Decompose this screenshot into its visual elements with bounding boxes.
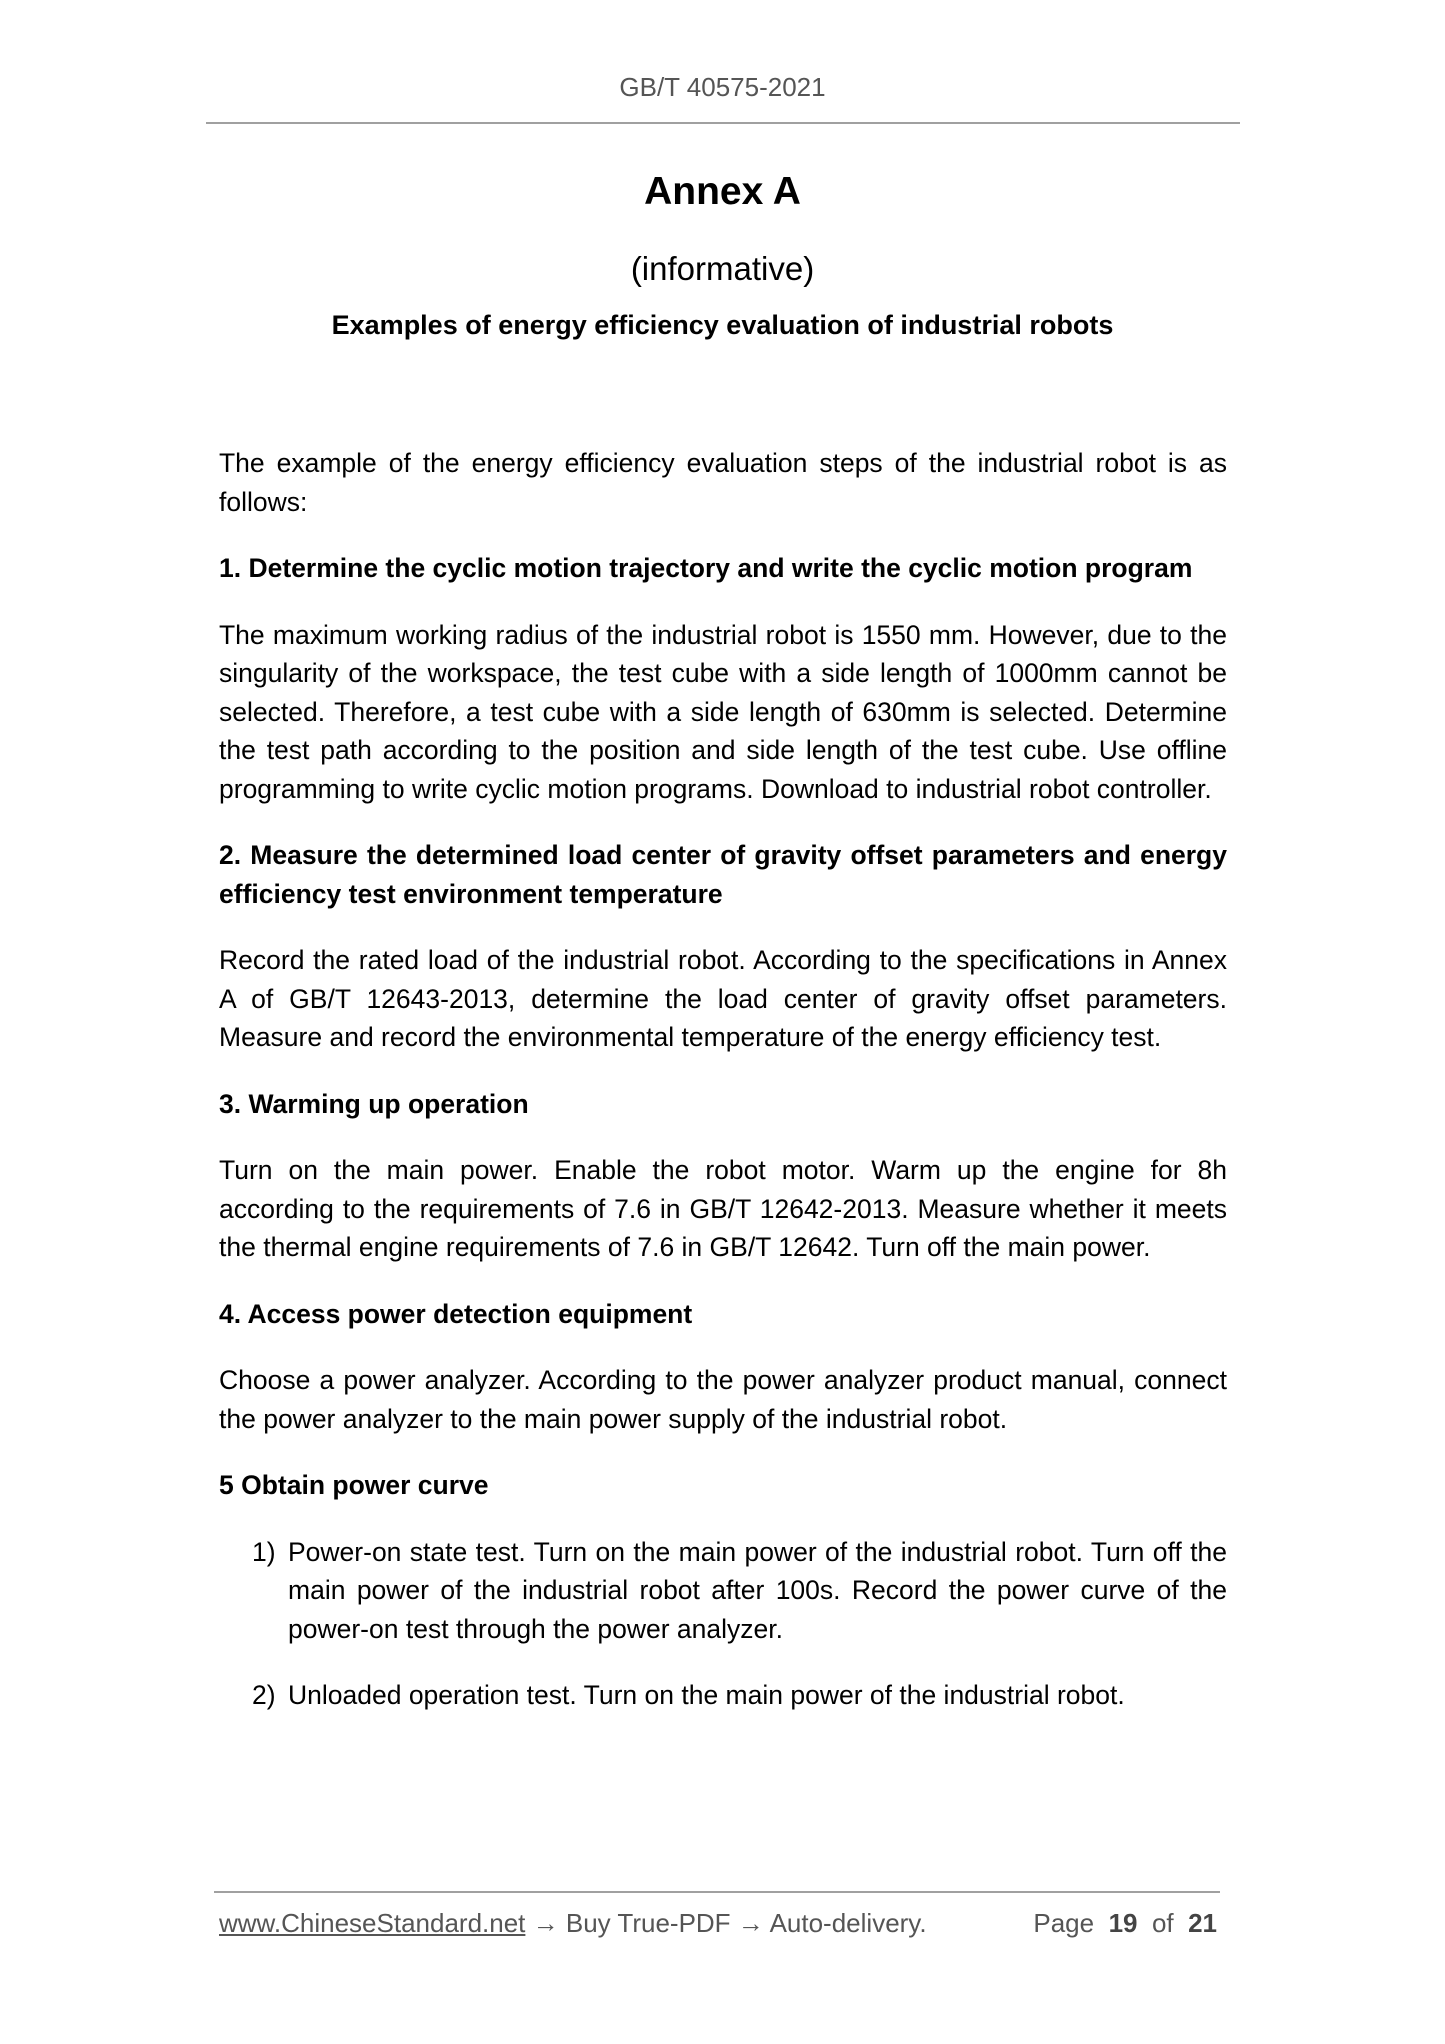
- list-item: [219, 1533, 1227, 1649]
- footer-divider: [214, 1891, 1220, 1893]
- section-4-heading: 4. Access power detection equipment: [219, 1298, 693, 1329]
- section-5-heading: 5 Obtain power curve: [219, 1470, 489, 1500]
- of-label: of: [1151, 1908, 1174, 1938]
- list-item-number: 2): [252, 1680, 276, 1710]
- list-item-number: 1): [252, 1536, 276, 1567]
- website-link[interactable]: www.ChineseStandard.net: [219, 1908, 526, 1938]
- annex-type: (informative): [630, 250, 815, 287]
- footer-promo: [219, 1908, 927, 1939]
- page-footer: [219, 1908, 1223, 1939]
- annex-title: Annex A: [644, 170, 801, 213]
- page-label: Page: [1033, 1908, 1095, 1938]
- list-item: [219, 1676, 1227, 1715]
- list-item-text: Power-on state test. Turn on the main power of the industrial robot. Turn off the main power of the industrial robot after 100s. Record the power curve of the power-on test through the power analyzer.: [288, 1536, 1227, 1644]
- section-1-heading: 1. Determine the cyclic motion trajectory and write the cyclic motion program: [219, 553, 1193, 583]
- page-indicator: [1033, 1908, 1223, 1939]
- section-3-heading: 3. Warming up operation: [219, 1088, 529, 1119]
- section-2-body: Record the rated load of the industrial robot. According to the specifications in Annex A of GB/T 12643-2013, determine the load center of gravity offset parameters. Measure and record the environmental temperature of the energy efficiency test.: [219, 945, 1227, 1052]
- current-page-number: 19: [1108, 1908, 1138, 1938]
- document-body: [219, 444, 1227, 1715]
- section-2-heading: 2. Measure the determined load center of gravity offset parameters and energy efficiency test environment temperature: [219, 840, 1227, 909]
- section-4-body: Choose a power analyzer. According to the power analyzer product manual, connect the power analyzer to the main power supply of the industrial robot.: [219, 1365, 1227, 1434]
- header-divider: [206, 122, 1240, 124]
- list-item-text: Unloaded operation test. Turn on the main power of the industrial robot.: [288, 1680, 1125, 1710]
- intro-paragraph: The example of the energy efficiency evaluation steps of the industrial robot is as follows:: [219, 448, 1227, 517]
- section-3-body: Turn on the main power. Enable the robot motor. Warm up the engine for 8h according to the requirements of 7.6 in GB/T 12642-2013. Measure whether it meets the thermal engine requirements of 7.6 in GB/T 12642. Turn off the main power.: [219, 1155, 1227, 1262]
- document-header-id: GB/T 40575-2021: [619, 72, 826, 102]
- total-pages: 21: [1188, 1908, 1217, 1938]
- footer-tagline: → Buy True-PDF → Auto-delivery.: [525, 1908, 927, 1938]
- annex-subtitle: Examples of energy efficiency evaluation of industrial robots: [331, 310, 1114, 340]
- section-1-body: The maximum working radius of the industrial robot is 1550 mm. However, due to the singularity of the workspace, the test cube with a side length of 1000mm cannot be selected. Therefore, a test cube with a side length of 630mm is selected. Determine the test path according to the position and side length of the test cube. Use offline programming to write cyclic motion programs. Download to industrial robot controller.: [219, 619, 1227, 804]
